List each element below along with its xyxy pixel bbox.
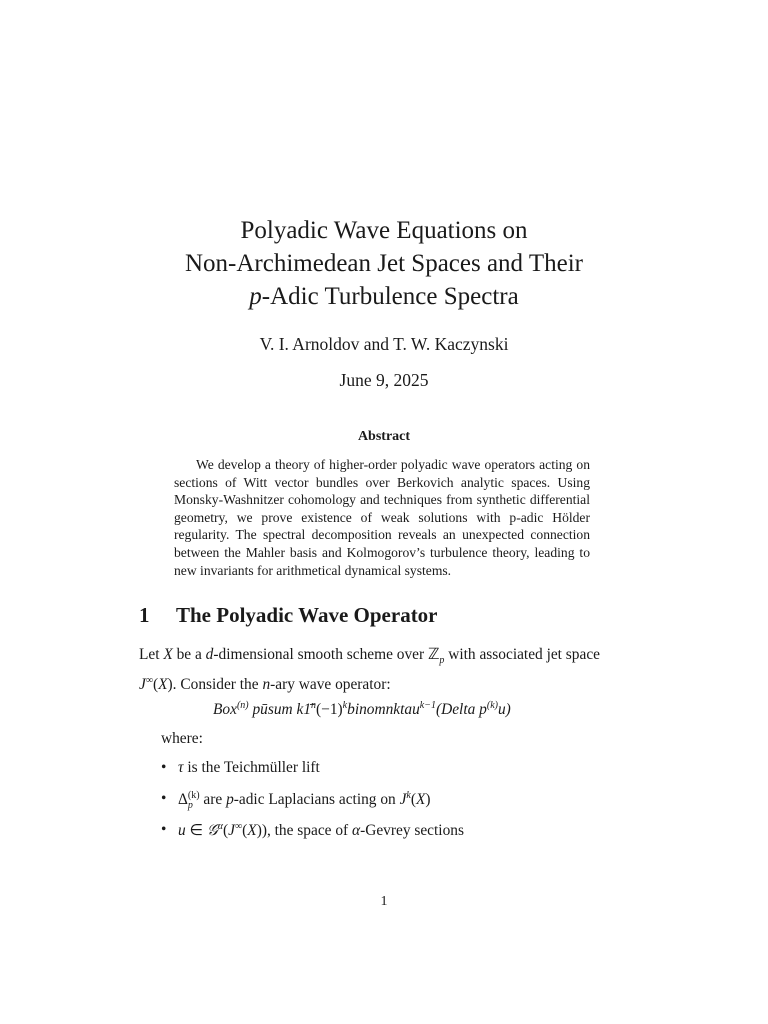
eq-k-sup2: (k) [486, 700, 498, 711]
var-j-sup: ∞ [145, 675, 153, 687]
intro-text: Let [139, 646, 164, 663]
var-j-sup: k [406, 790, 411, 801]
var-x: X [163, 646, 173, 663]
eq-box: Box [213, 701, 237, 718]
bullet-icon: • [161, 790, 167, 807]
eq-n-sup: n [311, 700, 317, 711]
intro-paragraph [139, 645, 631, 695]
var-n: n [262, 676, 271, 694]
var-j: J [139, 676, 146, 694]
bullet-text: ∈ [185, 822, 207, 840]
bullet-text: ) [425, 791, 431, 809]
title-line-3 [0, 280, 768, 313]
var-zp-sub: p [439, 655, 445, 667]
bullet-icon: • [161, 821, 167, 838]
eq-neg: (−1) [316, 701, 343, 718]
section-heading [139, 603, 438, 628]
delta-sub: p [187, 799, 193, 811]
page-number: 1 [380, 894, 388, 909]
intro-text: -ary wave operator: [270, 676, 391, 694]
bullet-text: ( [223, 822, 229, 840]
var-j-sup: ∞ [235, 821, 243, 832]
bullet-text: -Gevrey sections [360, 822, 464, 840]
eq-binom: binomnktau [347, 701, 420, 718]
intro-text: with associated jet space [444, 646, 600, 663]
var-gevrey: 𝒢 [206, 822, 218, 840]
var-d: d [205, 646, 214, 663]
section-number: 1 [139, 603, 150, 627]
var-j: J [399, 791, 407, 809]
eq-k-sup: k [342, 700, 348, 711]
eq-km1-sup: k−1 [419, 700, 436, 711]
abstract-heading: Abstract [357, 429, 411, 444]
bullet-text: -adic Laplacians acting on [233, 791, 400, 809]
bullet-text: are [199, 791, 227, 809]
title-line-3-rest: -Adic Turbulence Spectra [261, 283, 519, 310]
wave-operator-equation [213, 700, 511, 719]
intro-text: -dimensional smooth scheme over [213, 646, 428, 663]
intro-text: be a [172, 646, 206, 663]
var-x: X [416, 791, 426, 809]
date: June 9, 2025 [339, 370, 429, 390]
intro-text: ( [152, 676, 159, 694]
intro-text: ). Consider the [167, 676, 263, 694]
bullet-text: )), the space of [256, 822, 352, 840]
bullet-text: is the Teichmüller lift [183, 759, 320, 776]
var-tau: τ [178, 759, 184, 776]
title-p-variable: p [249, 283, 262, 310]
eq-delta: (Delta p [435, 701, 487, 718]
authors: V. I. Arnoldov and T. W. Kaczynski [259, 334, 509, 354]
section-title: The Polyadic Wave Operator [176, 603, 438, 627]
var-x: X [158, 676, 168, 694]
abstract-body [174, 456, 590, 579]
abstract-text: We develop a theory of higher-order polyadic wave operators acting on sections of Witt vector bundles over Berkovich analytic spaces. Using Monsky-Washnitzer cohomology and techniques from synthetic differential geometry, we prove existence of weak solutions with p-adic Hölder regularity. The spectral decomposition reveals an unexpected connection between the Mahler basis and Kolmogorov’s turbulence theory, leading to new invariants for arithmetical dynamical systems. [174, 457, 590, 578]
var-j: J [228, 822, 236, 840]
where-label: where: [161, 730, 203, 747]
list-item [161, 821, 464, 852]
title-line-2: Non-Archimedean Jet Spaces and Their [184, 250, 583, 277]
var-alpha: α [352, 822, 361, 840]
delta-scripts [188, 791, 200, 811]
list-item [161, 759, 464, 790]
eq-u: u) [497, 701, 511, 718]
delta-sup: (k) [187, 789, 200, 801]
var-u: u [178, 822, 186, 840]
title-line-1: Polyadic Wave Equations on [240, 217, 528, 244]
eq-psum: pūsum k1̄ [248, 701, 312, 718]
var-delta: Δ [178, 791, 188, 809]
var-p: p [226, 791, 234, 809]
bullet-icon: • [161, 759, 167, 776]
definition-list [161, 759, 464, 852]
eq-box-sup: (n) [236, 700, 249, 711]
bullet-text: ( [242, 822, 248, 840]
var-x: X [247, 822, 257, 840]
var-zp: ℤ [427, 646, 440, 663]
var-alpha-sup: α [217, 821, 224, 832]
bullet-text: ( [410, 791, 417, 809]
paper-title [0, 214, 768, 313]
list-item [161, 790, 464, 821]
